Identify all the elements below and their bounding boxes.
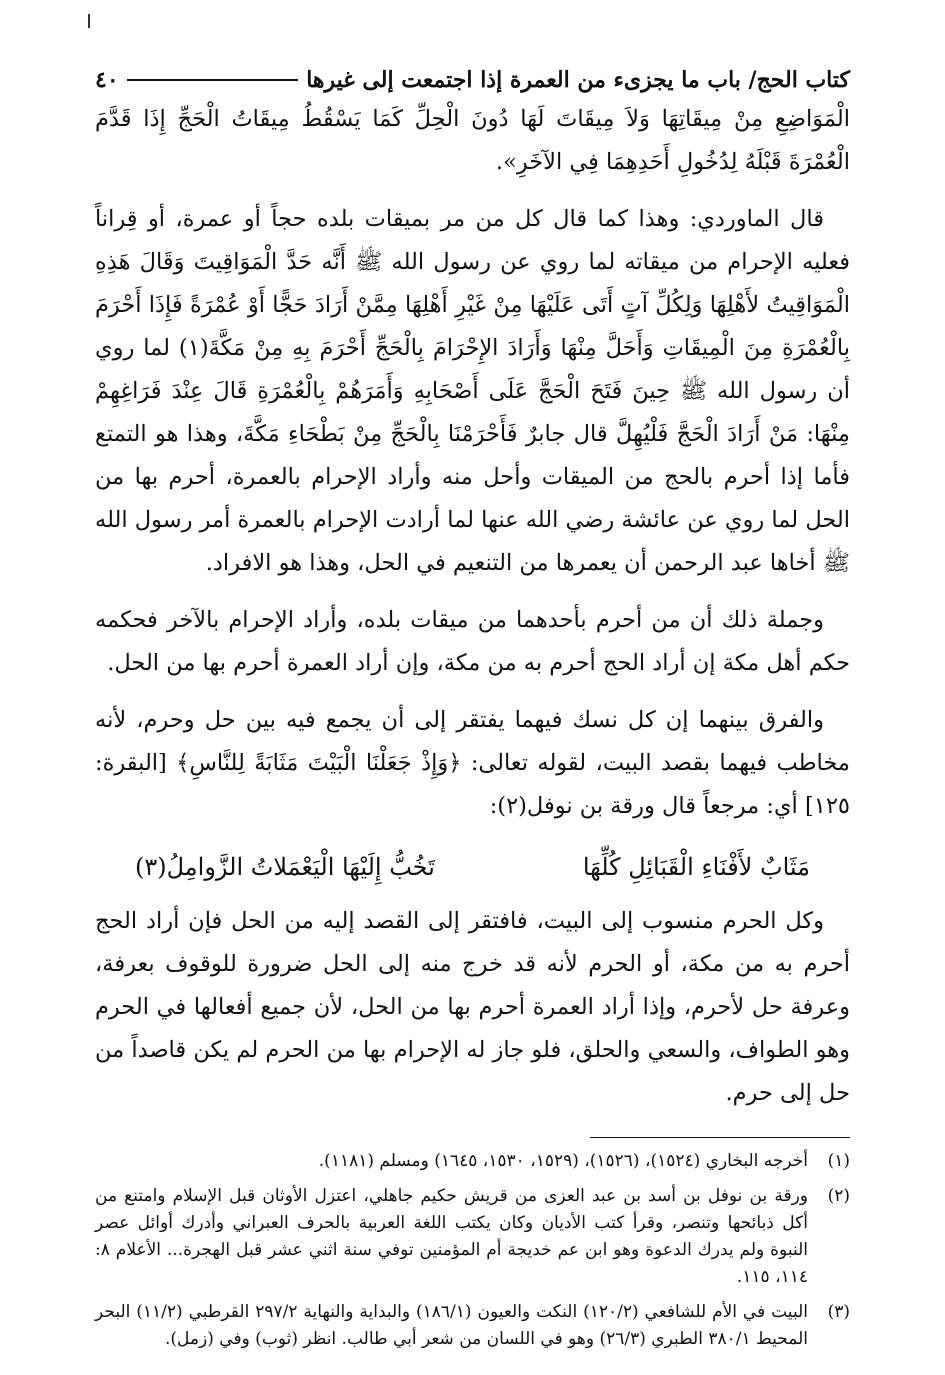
paragraph-hadith-continuation: الْمَوَاضِعِ مِنْ مِيقَاتِهَا وَلاَ مِيقَاتَ لَهَا دُونَ الْحِلِّ كَمَا يَسْقُطُ مِيقَاتُ الْحَجِّ إِذَا قَدَّمَ الْعُمْرَةَ قَبْلَهُ لِدُخُولِ أَحَدِهِمَا فِي الآخَرِ».: [95, 106, 850, 175]
footnote: [95, 1148, 850, 1175]
header-rule: [127, 79, 299, 81]
footnote-text: أخرجه البخاري (١٥٢٤)، (١٥٢٦)، (١٥٢٩، ١٥٣٠، ١٦٤٥) ومسلم (١١٨١).: [318, 1151, 808, 1171]
paragraph-difference: والفرق بينهما إن كل نسك فيهما يفتقر إلى أن يجمع فيه بين حل وحرم، لأنه مخاطب فيهما بقصد البيت، لقوله تعالى: ﴿وَإِذْ جَعَلْنَا الْبَيْتَ مَثَابَةً لِلنَّاسِ﴾ [البقرة: ١٢٥] أي: مرجعاً قال ورقة بن نوفل(٢):: [95, 707, 850, 819]
running-header: [95, 62, 850, 98]
scan-mark: [88, 14, 90, 28]
footnote-number: (٢): [827, 1186, 850, 1206]
paragraph-mawardi: قال الماوردي: وهذا كما قال كل من مر بميقات بلده حجاً أو عمرة، أو قِراناً فعليه الإحرام من ميقاته لما روي عن رسول الله ﷺ أَنَّه حَدَّ الْمَوَاقِيتَ وَقَالَ هَذِهِ الْمَوَاقِيتُ لأَهْلِهَا وَلِكُلِّ آتٍ أَتَى عَلَيْهَا مِنْ غَيْرِ أَهْلِهَا مِمَّنْ أَرَادَ حَجًّا أَوْ عُمْرَةً فَإِذَا أَحْرَمَ بِالْعُمْرَةِ مِنَ الْمِيقَاتِ وَأَحَلَّ مِنْهَا وَأَرَادَ الإِحْرَامَ بِالْحَجِّ أَحْرَمَ بِهِ مِنْ مَكَّةَ(١) لما روي أن رسول الله ﷺ حِينَ فَتَحَ الْحَجَّ عَلَى أَصْحَابِهِ وَأَمَرَهُمْ بِالْعُمْرَةِ قَالَ عِنْدَ فَرَاغِهِمْ مِنْهَا: مَنْ أَرَادَ الْحَجَّ فَلْيُهِلَّ قال جابرٌ فَأَحْرَمْنَا بِالْحَجِّ مِنْ بَطْحَاءِ مَكَّةَ، وهذا هو التمتع فأما إذا أحرم بالحج من الميقات وأحل منه وأراد الإحرام بالعمرة، أحرم بها من الحل لما روي عن عائشة رضي الله عنها لما أرادت الإحرام بالعمرة أمر رسول الله ﷺ أخاها عبد الرحمن أن يعمرها من التنعيم في الحل، وهذا هو الافراد.: [95, 206, 850, 576]
document-page: [95, 62, 850, 1361]
paragraph-haram: وكل الحرم منسوب إلى البيت، فافتقر إلى القصد إليه من الحل فإن أراد الحج أحرم به من مكة، أو الحرم لأنه قد خرج منه إلى الحل ضرورة للوقوف بعرفة، وعرفة حل لأحرم، وإذا أراد العمرة أحرم بها من الحل، لأن جميع أفعالها في الحرم وهو الطواف، والسعي والحلق، فلو جاز له الإحرام بها من الحرم لم يكن قاصداً من حل إلى حرم.: [95, 908, 850, 1106]
footnote-separator: [590, 1137, 850, 1138]
footnote: [95, 1183, 850, 1291]
verse-hemistich-first: مَثَابٌ لأَفْنَاءِ الْقَبَائِلِ كُلِّهَا: [582, 853, 810, 881]
footnote: [95, 1299, 850, 1353]
page-number: ٤٠: [95, 67, 119, 93]
verse-hemistich-second: تَخُبُّ إِلَيْهَا الْيَعْمَلاتُ الزَّوامِلُ(٣): [135, 853, 435, 881]
footnote-text: البيت في الأم للشافعي (١٢٠/٢) النكت والعيون (١٨٦/١) والبداية والنهاية ٢٩٧/٢ القرطبي (١١/٢) البحر المحيط ٣٨٠/١ الطبري (٢٦/٣) وهو في اللسان من شعر أبي طالب. انظر (ثوب) وفي (زمل).: [95, 1302, 808, 1349]
footnote-number: (١): [827, 1151, 850, 1171]
chapter-title: كتاب الحج/ باب ما يجزىء من العمرة إذا اجتمعت إلى غيرها: [306, 67, 850, 93]
footnote-number: (٣): [827, 1302, 850, 1322]
paragraph-summary: وجملة ذلك أن من أحرم بأحدهما من ميقات بلده، وأراد الإحرام بالآخر فحكمه حكم أهل مكة إن أراد الحج أحرم به من مكة، وإن أراد العمرة أحرم بها من الحل.: [95, 607, 850, 676]
main-text: [95, 98, 850, 1115]
footnotes: [95, 1148, 850, 1353]
footnote-text: ورقة بن نوفل بن أسد بن عبد العزى من قريش حكيم جاهلي، اعتزل الأوثان قبل الإسلام وامتنع من أكل ذبائحها وتنصر، وقرأ كتب الأديان وكان يكتب اللغة العربية بالحرف العبراني وأدرك أوائل عصر النبوة ولم يدرك الدعوة وهو ابن عم خديجة أم المؤمنين توفي سنة اثني عشر قبل الهجرة... الأعلام ٨: ١١٤، ١١٥.: [95, 1186, 808, 1287]
poetry-verse: [95, 842, 850, 892]
